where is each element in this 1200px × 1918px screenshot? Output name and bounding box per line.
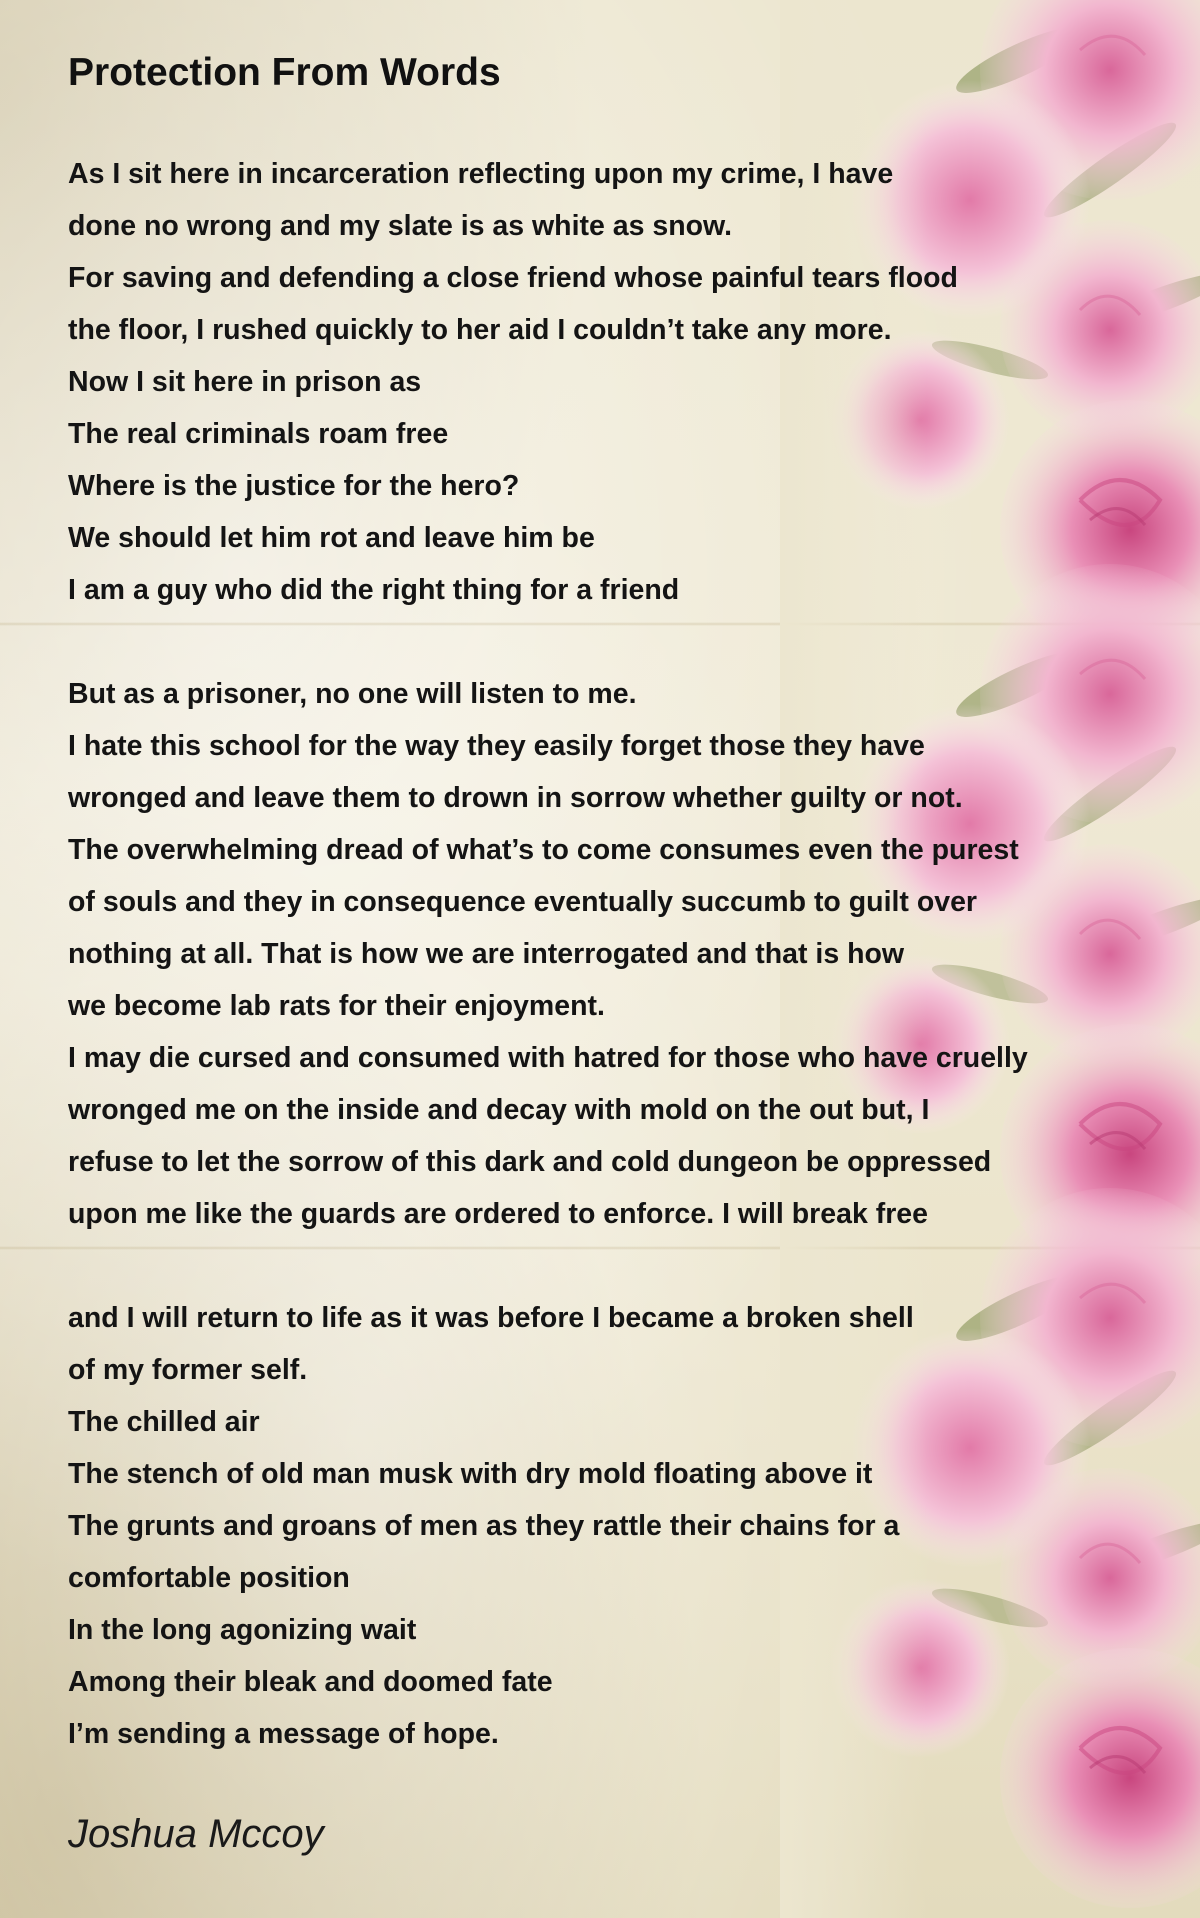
poem-line: I may die cursed and consumed with hatred for those who have cruelly xyxy=(68,1042,1028,1074)
poem-line: I hate this school for the way they easily forget those they have xyxy=(68,730,925,762)
stanza-2 xyxy=(68,668,1028,1240)
poem-line: For saving and defending a close friend whose painful tears flood xyxy=(68,262,958,294)
poem-line: In the long agonizing wait xyxy=(68,1614,417,1646)
poem-line: Now I sit here in prison as xyxy=(68,366,422,398)
poem-line: The stench of old man musk with dry mold floating above it xyxy=(68,1458,873,1490)
poem-line: But as a prisoner, no one will listen to me. xyxy=(68,678,637,710)
poem-line: As I sit here in incarceration reflecting upon my crime, I have xyxy=(68,158,894,190)
poem-line: wronged me on the inside and decay with mold on the out but, I xyxy=(68,1094,930,1126)
poem-line: The real criminals roam free xyxy=(68,418,449,450)
poem-line: the floor, I rushed quickly to her aid I couldn’t take any more. xyxy=(68,314,892,346)
poem-line: comfortable position xyxy=(68,1562,350,1594)
poem-line: of souls and they in consequence eventually succumb to guilt over xyxy=(68,886,978,918)
poem-line: done no wrong and my slate is as white as snow. xyxy=(68,210,733,242)
poem-line: The chilled air xyxy=(68,1406,260,1438)
poem-line: refuse to let the sorrow of this dark and cold dungeon be oppressed xyxy=(68,1146,992,1178)
poem-line: The grunts and groans of men as they rattle their chains for a xyxy=(68,1510,900,1542)
stanza-1 xyxy=(68,148,958,616)
poem-line: Among their bleak and doomed fate xyxy=(68,1666,553,1698)
poem-title: Protection From Words xyxy=(68,51,501,94)
poem-line: we become lab rats for their enjoyment. xyxy=(68,990,605,1022)
stanza-3 xyxy=(68,1292,914,1760)
poem-line: We should let him rot and leave him be xyxy=(68,522,595,554)
poem-line: I am a guy who did the right thing for a friend xyxy=(68,574,680,606)
poem-line: Where is the justice for the hero? xyxy=(68,470,520,502)
author-name: Joshua Mccoy xyxy=(68,1812,324,1856)
poem-line: of my former self. xyxy=(68,1354,308,1386)
poem-line: I’m sending a message of hope. xyxy=(68,1718,499,1750)
poem-line: The overwhelming dread of what’s to come consumes even the purest xyxy=(68,834,1019,866)
poem-line: nothing at all. That is how we are interrogated and that is how xyxy=(68,938,905,970)
poem-line: wronged and leave them to drown in sorrow whether guilty or not. xyxy=(68,782,963,814)
poem-line: upon me like the guards are ordered to enforce. I will break free xyxy=(68,1198,928,1230)
poem-line: and I will return to life as it was before I became a broken shell xyxy=(68,1302,914,1334)
